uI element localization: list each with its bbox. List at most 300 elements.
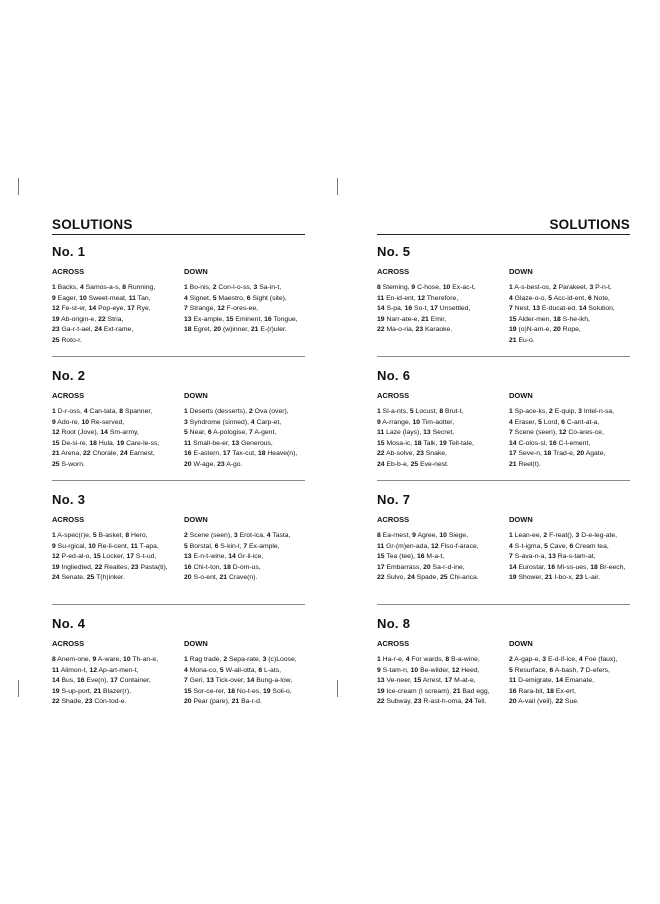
across-column — [52, 639, 184, 708]
clue-answer: A-s-best-os, — [514, 284, 551, 291]
left-page — [52, 218, 305, 728]
clue-answer: E-quip, — [554, 408, 577, 415]
clue-answer: Heed, — [461, 666, 480, 674]
clue-line — [184, 655, 305, 666]
across-column — [377, 515, 509, 584]
clue-line — [509, 666, 630, 677]
clue-line — [184, 552, 305, 563]
clue-answer: Re-served, — [90, 418, 125, 426]
clue-line — [52, 573, 184, 584]
clue-number: 9 — [52, 542, 56, 550]
clue-number: 11 — [509, 677, 517, 684]
clue-number: 18 — [223, 563, 231, 571]
clue-answer: Co-ares-ce, — [568, 429, 604, 436]
clue-answer: De-si-re, — [61, 439, 88, 447]
clue-number: 12 — [52, 429, 60, 436]
clue-number: 22 — [52, 698, 60, 705]
solutions-heading — [52, 218, 305, 232]
clue-number: 15 — [225, 315, 234, 323]
clue-answer: Resurface, — [514, 666, 548, 674]
clue-number: 25 — [440, 574, 448, 581]
clue-number: 19 — [377, 687, 385, 695]
crop-mark — [337, 680, 338, 697]
clue-answer: D-efers, — [585, 666, 610, 674]
clue-answer: Laze (lays), — [386, 429, 422, 436]
clue-answer: Therefore, — [426, 294, 459, 302]
clue-number: 8 — [125, 532, 130, 539]
clue-answer: Snake, — [425, 450, 447, 457]
clue-answer: Tongue, — [273, 315, 298, 323]
clue-answer: So-t, — [414, 305, 429, 312]
clue-number: 11 — [52, 666, 60, 674]
across-column — [52, 391, 184, 470]
clue-number: 4 — [184, 294, 188, 302]
clue-answer: Alder-men, — [518, 315, 552, 323]
clue-number: 3 — [575, 532, 580, 539]
clue-answer: Embarrass, — [386, 563, 422, 571]
clue-line — [377, 428, 509, 439]
clue-answer: Arrest, — [422, 677, 443, 684]
clue-line — [377, 407, 509, 418]
clue-number: 11 — [184, 439, 192, 447]
clue-number: 4 — [83, 408, 88, 415]
clue-number: 15 — [52, 439, 60, 447]
clue-number: 22 — [377, 698, 385, 705]
clue-number: 12 — [52, 305, 60, 312]
clue-answer: Ma-o-ria, — [386, 326, 414, 333]
clue-answer: Eve(n), — [86, 677, 109, 684]
clue-number: 13 — [206, 677, 214, 684]
clue-line — [52, 552, 184, 563]
clue-answer: Egret, — [193, 326, 212, 333]
clue-number: 10 — [412, 418, 421, 426]
clue-number: 17 — [377, 563, 385, 571]
puzzle-title: No. 1 — [52, 244, 86, 259]
heading-rule — [377, 234, 630, 235]
clue-answer: Rara-bit, — [518, 687, 545, 695]
clue-number: 19 — [116, 439, 125, 447]
clue-answer: Con-l-o-ss, — [218, 284, 252, 291]
clue-number: 5 — [219, 666, 224, 674]
clue-answer: P-n-t, — [595, 284, 612, 291]
clue-number: 2 — [184, 532, 188, 539]
clue-number: 3 — [542, 656, 547, 663]
clue-answer: D-om-us, — [232, 563, 261, 571]
clue-number: 21 — [544, 574, 553, 581]
clue-number: 6 — [587, 294, 592, 302]
puzzle-block — [377, 604, 630, 728]
clue-number: 21 — [421, 315, 429, 323]
clue-number: 7 — [509, 305, 513, 312]
clue-answer: Eve-nest. — [420, 460, 449, 468]
clue-answer: E-n-t-wine, — [193, 553, 227, 560]
clue-answer: Sepa-rate, — [228, 656, 261, 663]
clue-line — [184, 542, 305, 553]
clue-answer: Foe (faux), — [584, 656, 618, 663]
clue-answer: Seve-n, — [518, 450, 542, 457]
clue-answer: Realtes, — [104, 563, 130, 571]
clue-number: 11 — [128, 294, 136, 302]
clue-answer: Generous, — [241, 439, 273, 447]
clue-line — [377, 315, 509, 326]
clue-number: 20 — [213, 326, 222, 333]
clue-answer: Alimon-t, — [60, 666, 88, 674]
clue-answer: Ex-ample, — [193, 315, 225, 323]
clue-number: 8 — [377, 284, 381, 291]
clue-answer: S-tam-n, — [382, 666, 409, 674]
clue-answer: Ea-rnest, — [382, 532, 411, 539]
clue-answer: (o)N-am-e, — [518, 326, 552, 333]
clue-number: 4 — [79, 284, 84, 291]
clue-number: 17 — [127, 305, 135, 312]
puzzle-title: No. 5 — [377, 244, 411, 259]
clue-number: 10 — [410, 666, 419, 674]
clue-number: 4 — [184, 666, 188, 674]
across-clues — [377, 531, 509, 584]
clue-number: 5 — [92, 532, 97, 539]
clue-answer: Gr-il-ice, — [237, 553, 264, 560]
clue-number: 13 — [377, 677, 385, 684]
clue-number: 23 — [575, 574, 584, 581]
clue-number: 21 — [219, 574, 228, 581]
down-column — [184, 267, 305, 346]
clue-number: 9 — [377, 666, 381, 674]
clue-answer: Sl-a-nts, — [382, 408, 408, 415]
clue-number: 14 — [509, 439, 517, 447]
clue-number: 2 — [543, 532, 548, 539]
clue-answer: T(h)inker. — [96, 574, 125, 581]
across-label: ACROSS — [377, 391, 410, 400]
clue-line — [52, 283, 184, 294]
clue-answer: Intel-n-sa, — [583, 408, 615, 415]
clue-number: 21 — [93, 687, 102, 695]
clue-answer: Senate, — [61, 574, 85, 581]
clue-answer: Bo-nis, — [189, 284, 211, 291]
clue-answer: F-ores-ee, — [226, 305, 259, 312]
down-column — [184, 391, 305, 470]
clue-answer: S-he-ikh, — [562, 315, 590, 323]
clue-answer: Sp-ace-ks, — [514, 408, 548, 415]
across-clues — [52, 407, 184, 470]
puzzle-columns — [52, 267, 305, 346]
clue-number: 13 — [184, 553, 192, 560]
clue-number: 8 — [122, 284, 127, 291]
clue-answer: S-worn. — [61, 460, 85, 468]
clue-answer: Strange, — [189, 305, 216, 312]
clue-number: 20 — [553, 326, 561, 333]
clue-line — [509, 315, 630, 326]
clue-number: 19 — [377, 315, 385, 323]
clue-number: 7 — [509, 429, 513, 436]
clue-number: 6 — [207, 429, 212, 436]
clue-answer: Blazer(r), — [103, 687, 131, 695]
clue-answer: Signet, — [189, 294, 211, 302]
clue-number: 2 — [212, 284, 217, 291]
clue-answer: Lean-ee, — [514, 532, 542, 539]
clue-number: 6 — [569, 542, 574, 550]
clue-answer: Ap-art-men-t, — [98, 666, 139, 674]
clue-line — [509, 542, 630, 553]
clue-answer: Subway, — [386, 698, 413, 705]
clue-answer: E-d-if-ice, — [547, 656, 578, 663]
clue-answer: L-ats, — [264, 666, 281, 674]
clue-answer: Th-an-e, — [132, 656, 159, 663]
across-clues — [377, 655, 509, 708]
down-clues — [509, 283, 630, 346]
across-label: ACROSS — [52, 391, 85, 400]
clue-number: 9 — [92, 656, 97, 663]
clue-number: 17 — [444, 677, 453, 684]
clue-number: 19 — [52, 563, 60, 571]
clue-line — [377, 697, 509, 708]
clue-answer: Eu-o. — [518, 336, 535, 344]
clue-answer: A-gent, — [254, 429, 277, 436]
clue-line — [52, 655, 184, 666]
clue-number: 8 — [119, 408, 124, 415]
clue-answer: Locust, — [415, 408, 438, 415]
clue-line — [377, 304, 509, 315]
clue-answer: Ova (over), — [254, 408, 289, 415]
across-label: ACROSS — [52, 639, 85, 648]
down-label: DOWN — [509, 515, 533, 524]
clue-answer: Rope, — [562, 326, 581, 333]
clue-number: 3 — [589, 284, 594, 291]
clue-answer: Siege, — [448, 532, 469, 539]
clue-line — [184, 439, 305, 450]
crop-mark — [18, 680, 19, 697]
puzzle-columns — [52, 515, 305, 584]
clue-answer: Tax-cut, — [232, 450, 257, 457]
clue-number: 15 — [377, 439, 385, 447]
clue-answer: D-e-leg-ate, — [581, 532, 618, 539]
down-label: DOWN — [509, 267, 533, 276]
puzzle-block — [52, 356, 305, 480]
clue-answer: Samos-a-s, — [85, 284, 121, 291]
solutions-heading-text: SOLUTIONS — [52, 217, 133, 232]
across-clues — [377, 283, 509, 336]
clue-number: 23 — [416, 450, 424, 457]
clue-number: 4 — [266, 532, 271, 539]
clue-number: 5 — [184, 542, 188, 550]
puzzle-block — [377, 480, 630, 604]
clue-answer: Ha-r-e, — [382, 656, 404, 663]
clue-number: 19 — [509, 574, 517, 581]
clue-number: 14 — [228, 553, 236, 560]
clue-answer: E-ducat-ed, — [541, 305, 578, 312]
clue-line — [52, 531, 184, 542]
clue-answer: Roto-r. — [61, 336, 82, 344]
clue-number: 5 — [548, 294, 553, 302]
clue-number: 16 — [264, 315, 272, 323]
clue-number: 2 — [549, 408, 553, 415]
clue-number: 23 — [131, 563, 139, 571]
clue-number: 18 — [227, 687, 236, 695]
clue-answer: Rag trade, — [189, 656, 222, 663]
puzzle-columns — [377, 639, 630, 708]
clue-answer: S-kin-l, — [220, 542, 242, 550]
clue-answer: Pasta(ti), — [140, 563, 168, 571]
clue-answer: Chorale, — [92, 450, 119, 457]
clue-number: 16 — [509, 687, 517, 695]
clue-line — [184, 531, 305, 542]
clue-number: 20 — [184, 574, 192, 581]
clue-number: 10 — [81, 418, 90, 426]
clue-answer: (c)Loose, — [268, 656, 297, 663]
clue-number: 3 — [184, 418, 188, 426]
clue-answer: C-olos-sl, — [518, 439, 548, 447]
clue-answer: Con-tod-e. — [94, 698, 127, 705]
puzzle-columns — [52, 639, 305, 708]
down-clues — [184, 655, 305, 708]
clue-answer: M-at-e, — [454, 677, 476, 684]
clue-answer: Gr-(m)en-ada, — [386, 542, 430, 550]
across-clues — [377, 407, 509, 470]
clue-answer: Cave, — [549, 542, 568, 550]
clue-answer: A-bash, — [554, 666, 579, 674]
down-column — [509, 267, 630, 346]
clue-answer: Locker, — [102, 553, 125, 560]
clue-number: 7 — [580, 666, 584, 674]
clue-number: 20 — [184, 698, 192, 705]
clue-line — [377, 573, 509, 584]
clue-number: 20 — [184, 460, 192, 468]
clue-answer: Ve-neer, — [386, 677, 412, 684]
clue-number: 4 — [578, 656, 583, 663]
clue-number: 21 — [231, 698, 240, 705]
clue-number: 8 — [52, 656, 56, 663]
clue-answer: Soli-o, — [272, 687, 292, 695]
puzzle-block — [52, 480, 305, 604]
puzzle-title: No. 2 — [52, 368, 86, 383]
clue-line — [509, 336, 630, 347]
clue-number: 1 — [509, 532, 513, 539]
clue-line — [509, 460, 630, 471]
clue-number: 18 — [590, 563, 598, 571]
clue-answer: F-reat(), — [549, 532, 574, 539]
clue-answer: Crave(n). — [228, 574, 258, 581]
clue-number: 7 — [243, 542, 248, 550]
clue-answer: Talk, — [423, 439, 438, 447]
clue-number: 10 — [88, 542, 96, 550]
clue-answer: Arena, — [61, 450, 82, 457]
clue-answer: Sight (site), — [252, 294, 287, 302]
clue-number: 17 — [222, 450, 231, 457]
clue-number: 23 — [415, 326, 424, 333]
clue-answer: D-emigrate, — [518, 677, 554, 684]
clue-answer: Shower, — [518, 574, 544, 581]
clue-answer: Chi-t-ton, — [193, 563, 222, 571]
clue-number: 22 — [377, 450, 385, 457]
clue-number: 9 — [52, 294, 56, 302]
clue-line — [52, 563, 184, 574]
clue-number: 16 — [549, 439, 557, 447]
clue-line — [509, 294, 630, 305]
clue-number: 7 — [249, 429, 253, 436]
clue-number: 1 — [52, 532, 56, 539]
clue-answer: Flso-f-arace, — [440, 542, 479, 550]
clue-answer: Backs, — [57, 284, 79, 291]
clue-number: 23 — [84, 698, 93, 705]
clue-answer: Re-li-cent, — [97, 542, 129, 550]
puzzle-block — [52, 244, 305, 356]
clue-number: 4 — [509, 418, 513, 426]
clue-answer: Bung-a-low, — [256, 677, 293, 684]
clue-line — [184, 697, 305, 708]
clue-answer: Ice-cream (I scream), — [386, 687, 452, 695]
down-clues — [509, 655, 630, 708]
clue-number: 18 — [546, 687, 554, 695]
clue-answer: Scene (seen), — [514, 429, 557, 436]
down-label: DOWN — [509, 639, 533, 648]
clue-number: 14 — [555, 677, 564, 684]
clue-number: 14 — [509, 563, 517, 571]
clue-answer: Brut-t, — [445, 408, 464, 415]
clue-number: 14 — [100, 429, 108, 436]
clue-number: 5 — [509, 666, 513, 674]
clue-number: 15 — [377, 553, 385, 560]
down-label: DOWN — [184, 639, 208, 648]
clue-number: 22 — [83, 450, 91, 457]
clue-answer: C-l-ement, — [558, 439, 591, 447]
clue-number: 22 — [377, 574, 385, 581]
clue-number: 12 — [451, 666, 460, 674]
clue-number: 13 — [548, 553, 556, 560]
clue-number: 8 — [445, 656, 450, 663]
clue-number: 4 — [509, 542, 513, 550]
clue-answer: A-ware, — [97, 656, 122, 663]
clue-answer: Sor-ce-rer, — [193, 687, 226, 695]
clue-number: 18 — [414, 439, 422, 447]
clue-number: 10 — [439, 532, 447, 539]
clue-number: 14 — [578, 305, 587, 312]
clue-answer: Small-be-er, — [193, 439, 230, 447]
clue-line — [184, 676, 305, 687]
clue-answer: Syndrome (sinned), — [189, 418, 249, 426]
clue-line — [52, 336, 184, 347]
clue-answer: Emanate, — [564, 677, 595, 684]
down-column — [509, 391, 630, 470]
across-column — [377, 391, 509, 470]
puzzle-columns — [377, 267, 630, 346]
clue-line — [509, 655, 630, 666]
clue-answer: Eager, — [57, 294, 78, 302]
clue-line — [509, 407, 630, 418]
down-column — [184, 639, 305, 708]
clue-answer: R-ast-h-oma, — [423, 698, 464, 705]
clue-number: 24 — [120, 450, 128, 457]
clue-line — [184, 283, 305, 294]
clue-answer: Su-rgical, — [57, 542, 87, 550]
clue-number: 25 — [86, 574, 95, 581]
clue-line — [509, 325, 630, 336]
clue-number: 6 — [258, 666, 263, 674]
clue-line — [509, 428, 630, 439]
clue-answer: Near, — [189, 429, 206, 436]
across-label: ACROSS — [377, 267, 410, 276]
puzzle-title: No. 7 — [377, 492, 411, 507]
down-column — [184, 515, 305, 584]
clue-answer: Hula, — [98, 439, 115, 447]
clue-line — [377, 418, 509, 429]
clue-line — [377, 666, 509, 677]
clue-line — [52, 687, 184, 698]
clue-number: 16 — [547, 563, 556, 571]
heading-rule — [52, 234, 305, 235]
clue-line — [509, 418, 630, 429]
clue-line — [509, 687, 630, 698]
clue-number: 23 — [413, 698, 422, 705]
clue-number: 1 — [184, 656, 188, 663]
